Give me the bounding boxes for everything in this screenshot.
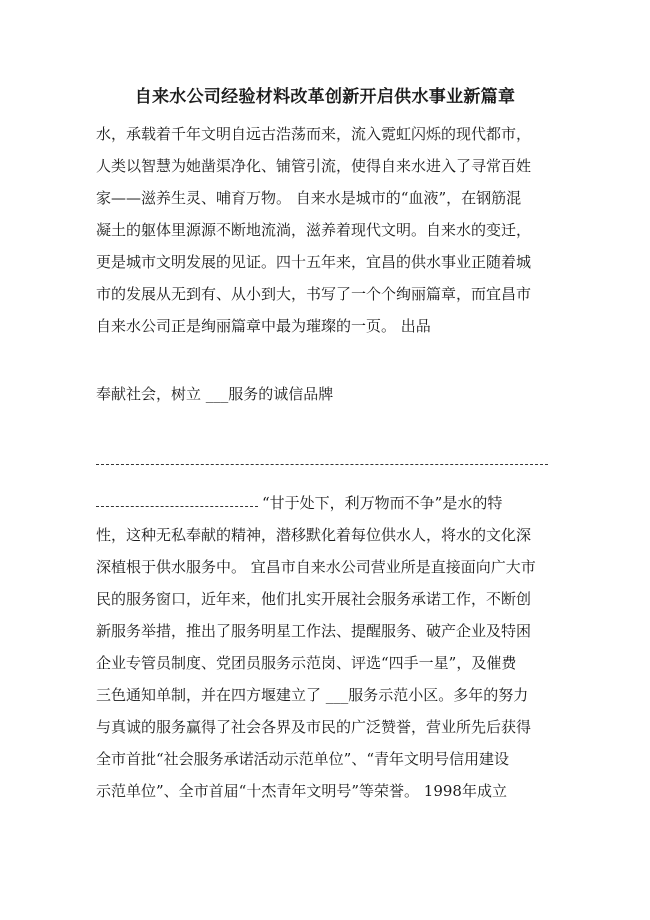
intro-line-4: 凝土的躯体里源源不断地流淌，滋养着现代文明。自来水的变迁， (96, 221, 532, 239)
dashed-rule-short (96, 506, 258, 507)
body-line-10: 示范单位”、全市首届“十杰青年文明号”等荣誉。 1998年成立 (96, 782, 507, 800)
body-line-1: “甘于处下，利万物而不争”是水的特 (262, 494, 503, 512)
body-line-8: 与真诚的服务赢得了社会各界及市民的广泛赞誉，营业所先后获得 (96, 718, 532, 736)
body-line-3: 深植根于供水服务中。 宜昌市自来水公司营业所是直接面向广大市 (96, 558, 536, 576)
body-line-7: 三色通知单制，并在四方堰建立了 ___服务示范小区。多年的努力 (96, 686, 529, 704)
body-line-4: 民的服务窗口，近年来，他们扎实开展社会服务承诺工作，不断创 (96, 590, 532, 608)
intro-line-6: 市的发展从无到有、从小到大，书写了一个个绚丽篇章，而宜昌市 (96, 285, 532, 303)
intro-line-2: 人类以智慧为她凿渠净化、铺管引流，使得自来水进入了寻常百姓 (96, 157, 532, 175)
section-heading: 奉献社会，树立 ___服务的诚信品牌 (96, 385, 334, 403)
document-title: 自来水公司经验材料改革创新开启供水事业新篇章 (134, 87, 516, 107)
intro-line-5: 更是城市文明发展的见证。四十五年来，宜昌的供水事业正随着城 (96, 253, 532, 271)
dashed-rule (96, 464, 548, 465)
intro-line-3: 家——滋养生灵、哺育万物。 自来水是城市的“血液”，在钢筋混 (96, 189, 522, 207)
intro-line-1: 水，承载着千年文明自远古浩荡而来，流入霓虹闪烁的现代都市， (96, 125, 532, 143)
body-line-6: 企业专管员制度、党团员服务示范岗、评选“四手一星”，及催费 (96, 654, 517, 672)
body-line-9: 全市首批“社会服务承诺活动示范单位”、“青年文明号信用建设 (96, 750, 510, 768)
body-line-2: 性，这种无私奉献的精神，潜移默化着每位供水人，将水的文化深 (96, 526, 532, 544)
body-line-5: 新服务举措，推出了服务明星工作法、提醒服务、破产企业及特困 (96, 622, 532, 640)
intro-line-7: 自来水公司正是绚丽篇章中最为璀璨的一页。 出品 (96, 317, 431, 335)
